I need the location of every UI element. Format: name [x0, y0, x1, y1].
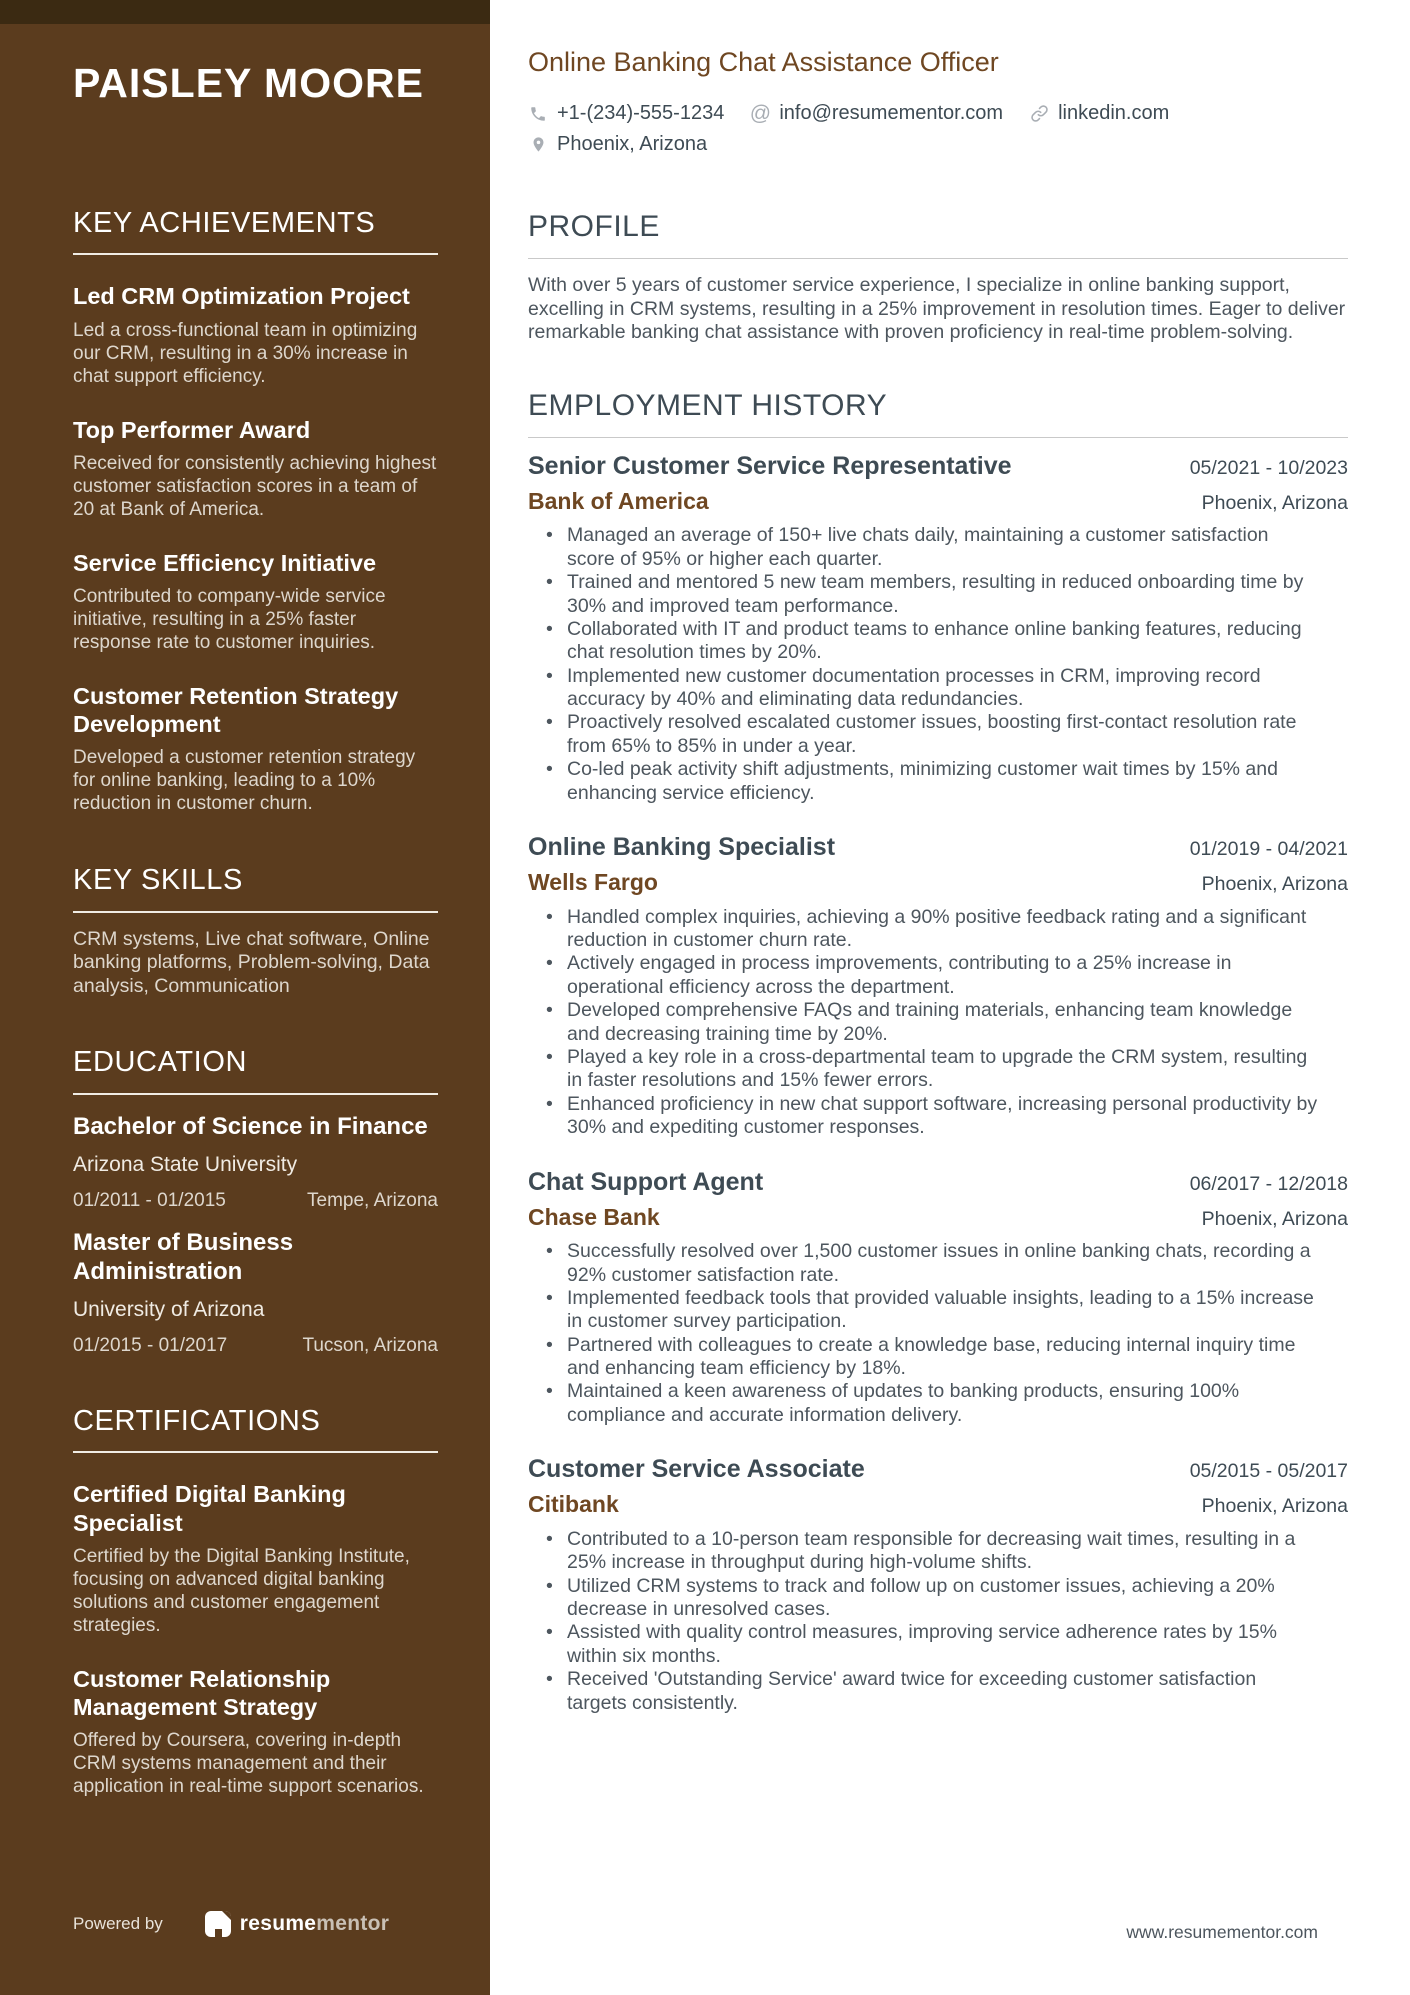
- side-item-text: Led a cross-functional team in optimizing our CRM, resulting in a 30% increase in chat support efficiency.: [73, 319, 418, 387]
- section-divider: [73, 911, 438, 913]
- job-entry: [528, 451, 1348, 805]
- profile-section: [528, 210, 1348, 345]
- job-title-row: [528, 832, 1348, 862]
- job-title: Chat Support Agent: [528, 1167, 764, 1196]
- school-name: University of Arizona: [73, 1298, 265, 1322]
- bullet-item: • Co-led peak activity shift adjustments, minimizing customer wait times by 15% and enhancing service efficiency.: [546, 758, 1320, 805]
- key-achievements-heading: KEY ACHIEVEMENTS: [73, 207, 376, 240]
- job-dates: 01/2019 - 04/2021: [1189, 838, 1348, 861]
- email-text[interactable]: info@resumementor.com: [779, 102, 1004, 125]
- employment-history-section: [528, 389, 1348, 1715]
- linkedin-text[interactable]: linkedin.com: [1058, 102, 1170, 125]
- side-item-text: Contributed to company-wide service initiative, resulting in a 25% faster response rate to customer inquiries.: [73, 585, 386, 653]
- education-item: [73, 1113, 438, 1212]
- phone-text: +1-(234)-555-1234: [557, 102, 725, 125]
- side-item: [73, 549, 438, 655]
- job-title-row: [528, 1167, 1348, 1197]
- side-item-text: Developed a customer retention strategy for online banking, leading to a 10% reduction in customer churn.: [73, 747, 416, 815]
- bullet-item: • Implemented feedback tools that provided valuable insights, leading to a 15% increase in customer survey participation.: [546, 1287, 1320, 1334]
- job-title: Senior Customer Service Representative: [528, 451, 1012, 480]
- bullet-item: • Received 'Outstanding Service' award twice for exceeding customer satisfaction targets consistently.: [546, 1668, 1320, 1715]
- school-name: Arizona State University: [73, 1152, 298, 1176]
- company-row: [528, 1491, 1348, 1519]
- education-location: Tucson, Arizona: [302, 1335, 438, 1357]
- side-item: [73, 416, 438, 522]
- degree-title: Master of Business Administration: [73, 1229, 294, 1286]
- company-row: [528, 488, 1348, 516]
- contact-row-1: [528, 102, 1348, 125]
- education-item: [73, 1229, 438, 1357]
- contact-row-2: [528, 133, 1348, 156]
- jobs-list: [528, 451, 1348, 1715]
- resume-headline: Online Banking Chat Assistance Officer: [528, 47, 999, 77]
- degree-title: Bachelor of Science in Finance: [73, 1112, 428, 1140]
- job-dates: 06/2017 - 12/2018: [1189, 1172, 1348, 1195]
- job-dates: 05/2015 - 05/2017: [1189, 1460, 1348, 1483]
- section-divider: [73, 1093, 438, 1095]
- profile-text: With over 5 years of customer service experience, I specialize in online banking support, excelling in CRM systems, resulting in a 25% improvement in resolution times. Eager to deliver remarkable banking chat assistance with proven proficiency in real-time problem-solving.: [528, 273, 1346, 344]
- bullet-item: • Utilized CRM systems to track and follow up on customer issues, achieving a 20% decrease in unresolved cases.: [546, 1575, 1320, 1622]
- education-list: [73, 1113, 438, 1357]
- location-pin-icon: [528, 135, 548, 155]
- job-entry: [528, 1167, 1348, 1428]
- resumementor-brand[interactable]: resumementor: [239, 1912, 390, 1935]
- company-row: [528, 869, 1348, 897]
- bullet-item: • Handled complex inquiries, achieving a 90% positive feedback rating and a significant reduction in customer churn rate.: [546, 906, 1320, 953]
- key-skills-heading: KEY SKILLS: [73, 864, 243, 897]
- education-dates-row: [73, 1190, 438, 1212]
- phone-icon: [528, 104, 548, 124]
- bullet-item: • Contributed to a 10-person team responsible for decreasing wait times, resulting in a 25% increase in throughput during high-volume shifts.: [546, 1528, 1320, 1575]
- education-dates: 01/2015 - 01/2017: [73, 1335, 228, 1357]
- at-icon: @: [749, 102, 772, 126]
- side-item-title: Top Performer Award: [73, 416, 311, 443]
- company-row: [528, 1204, 1348, 1232]
- sidebar-top-strip: [0, 0, 490, 24]
- section-divider: [528, 437, 1348, 438]
- bullet-item: • Implemented new customer documentation processes in CRM, improving record accuracy by 40% and eliminating data redundancies.: [546, 665, 1320, 712]
- job-entry: [528, 1454, 1348, 1715]
- section-divider: [528, 258, 1348, 259]
- skills-text: CRM systems, Live chat software, Online banking platforms, Problem-solving, Data analysis, Communication: [73, 927, 430, 997]
- side-item-title: Certified Digital Banking Specialist: [73, 1481, 346, 1536]
- bullet-item: • Actively engaged in process improvements, contributing to a 25% increase in operational efficiency across the department.: [546, 952, 1320, 999]
- job-title-row: [528, 1454, 1348, 1484]
- employment-history-heading: EMPLOYMENT HISTORY: [528, 389, 888, 423]
- bullet-item: • Developed comprehensive FAQs and training materials, enhancing team knowledge and decreasing training time by 20%.: [546, 999, 1320, 1046]
- job-location: Phoenix, Arizona: [1201, 1207, 1348, 1230]
- job-bullets: [528, 1528, 1348, 1715]
- email-item[interactable]: [750, 102, 1003, 125]
- certifications-section: [73, 1405, 438, 1799]
- job-location: Phoenix, Arizona: [1201, 1495, 1348, 1518]
- location-item: [528, 133, 707, 156]
- education-location: Tempe, Arizona: [307, 1189, 438, 1211]
- company-name: Citibank: [528, 1491, 619, 1518]
- achievements-list: [73, 282, 438, 816]
- certifications-list: [73, 1480, 438, 1799]
- website-footer-link[interactable]: www.resumementor.com: [1126, 1922, 1318, 1942]
- bullet-item: • Proactively resolved escalated customer issues, boosting first-contact resolution rate from 65% to 85% in under a year.: [546, 711, 1320, 758]
- section-divider: [73, 1451, 438, 1453]
- bullet-item: • Assisted with quality control measures, improving service adherence rates by 15% within six months.: [546, 1621, 1320, 1668]
- certifications-heading: CERTIFICATIONS: [73, 1405, 321, 1438]
- job-bullets: [528, 1240, 1348, 1427]
- bullet-item: • Maintained a keen awareness of updates to banking products, ensuring 100% compliance and accurate information delivery.: [546, 1380, 1320, 1427]
- side-item-title: Customer Relationship Management Strategy: [73, 1665, 331, 1720]
- education-heading: EDUCATION: [73, 1046, 248, 1079]
- bullet-item: • Successfully resolved over 1,500 customer issues in online banking chats, recording a 92% customer satisfaction rate.: [546, 1240, 1320, 1287]
- resumementor-logo-icon[interactable]: [205, 1911, 231, 1937]
- job-title: Customer Service Associate: [528, 1455, 865, 1484]
- company-name: Bank of America: [528, 487, 709, 514]
- education-dates-row: [73, 1335, 438, 1357]
- powered-by-label: Powered by: [73, 1914, 163, 1933]
- side-item-text: Certified by the Digital Banking Institute, focusing on advanced digital banking solutions and customer engagement strategies.: [73, 1545, 410, 1636]
- company-name: Wells Fargo: [528, 869, 658, 896]
- link-icon: [1029, 104, 1049, 124]
- section-divider: [73, 253, 438, 255]
- side-item: [73, 1665, 438, 1799]
- bullet-item: • Enhanced proficiency in new chat support software, increasing personal productivity by 30% and expediting customer responses.: [546, 1093, 1320, 1140]
- job-location: Phoenix, Arizona: [1201, 491, 1348, 514]
- job-dates: 05/2021 - 10/2023: [1189, 456, 1348, 479]
- linkedin-item[interactable]: [1029, 102, 1169, 125]
- education-section: [73, 1046, 438, 1357]
- main-column: [490, 0, 1410, 1995]
- job-bullets: [528, 524, 1348, 805]
- side-item: [73, 682, 438, 816]
- contact-info: [528, 102, 1348, 156]
- profile-heading: PROFILE: [528, 210, 660, 244]
- job-bullets: [528, 906, 1348, 1140]
- side-item: [73, 1480, 438, 1637]
- bullet-item: • Collaborated with IT and product teams to enhance online banking features, reducing chat resolution times by 20%.: [546, 618, 1320, 665]
- education-dates: 01/2011 - 01/2015: [73, 1189, 226, 1211]
- key-achievements-section: [73, 207, 438, 816]
- job-entry: [528, 832, 1348, 1140]
- bullet-item: • Partnered with colleagues to create a knowledge base, reducing internal inquiry time and enhancing team efficiency by 18%.: [546, 1334, 1320, 1381]
- side-item: [73, 282, 438, 388]
- side-item-title: Customer Retention Strategy Development: [73, 682, 399, 738]
- job-title: Online Banking Specialist: [528, 833, 836, 862]
- job-location: Phoenix, Arizona: [1201, 873, 1348, 896]
- bullet-item: • Played a key role in a cross-departmental team to upgrade the CRM system, resulting in faster resolutions and 15% fewer errors.: [546, 1046, 1320, 1093]
- side-item-title: Led CRM Optimization Project: [73, 283, 410, 310]
- location-text: Phoenix, Arizona: [557, 133, 708, 156]
- candidate-name: PAISLEY MOORE: [73, 60, 424, 106]
- side-item-title: Service Efficiency Initiative: [73, 549, 377, 576]
- side-item-text: Received for consistently achieving highest customer satisfaction scores in a team of 20 at Bank of America.: [73, 452, 437, 520]
- bullet-item: • Managed an average of 150+ live chats daily, maintaining a customer satisfaction score of 95% or higher each quarter.: [546, 524, 1320, 571]
- powered-by-footer: [73, 1911, 389, 1937]
- bullet-item: • Trained and mentored 5 new team members, resulting in reduced onboarding time by 30% and improved team performance.: [546, 571, 1320, 618]
- phone-item: [528, 102, 724, 125]
- company-name: Chase Bank: [528, 1203, 660, 1230]
- key-skills-section: [73, 864, 438, 998]
- job-title-row: [528, 451, 1348, 481]
- side-item-text: Offered by Coursera, covering in-depth CRM systems management and their application in real-time support scenarios.: [73, 1730, 424, 1798]
- sidebar: [0, 0, 490, 1995]
